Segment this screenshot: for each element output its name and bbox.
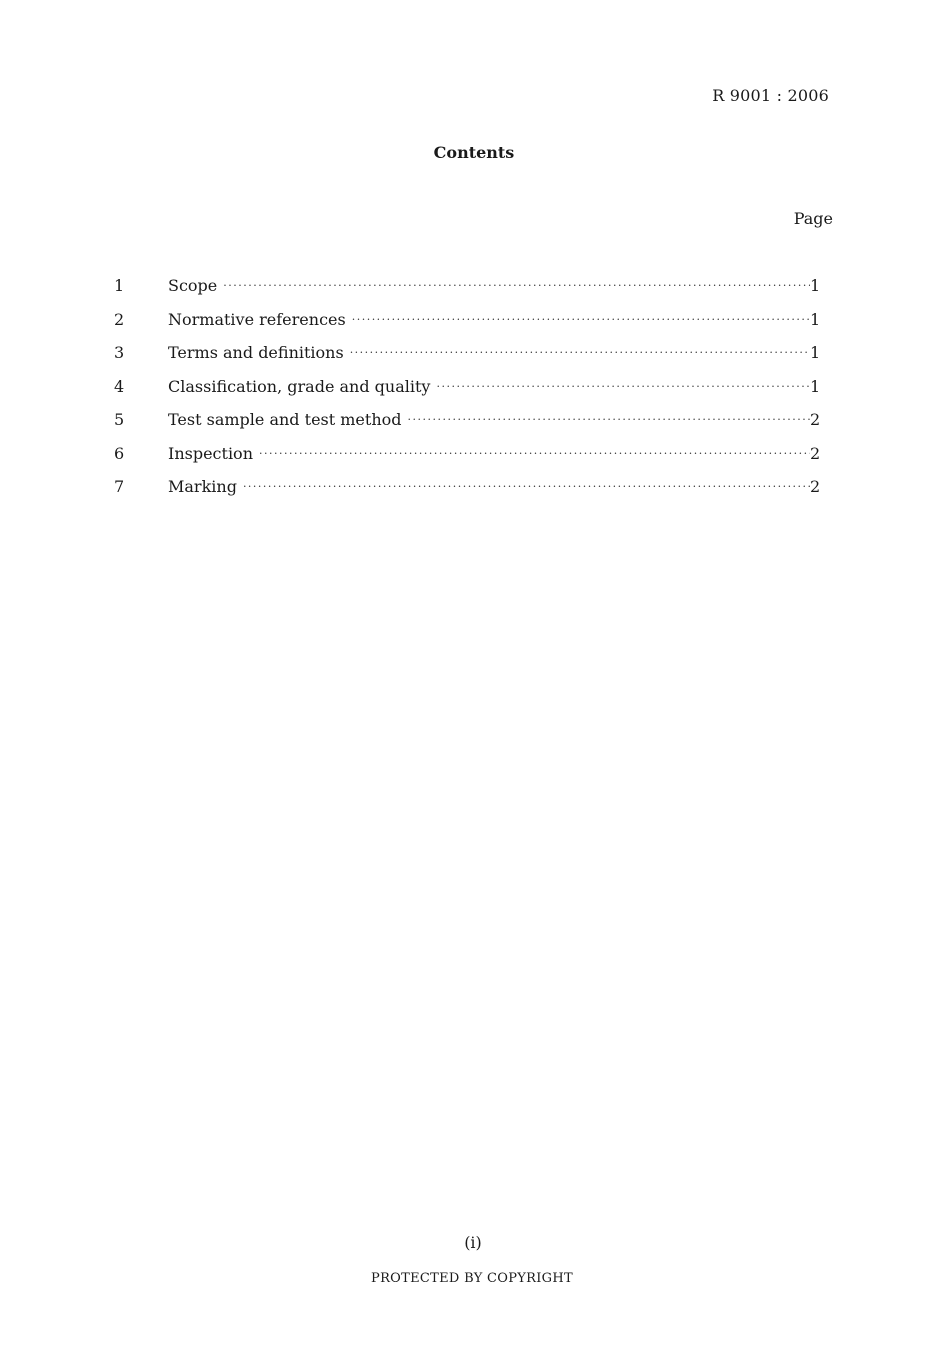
- contents-title: Contents: [433, 143, 515, 162]
- dot-leader: [243, 476, 810, 492]
- toc-entry-normative-references[interactable]: [114, 309, 820, 343]
- toc-entry-page: 1: [810, 276, 821, 295]
- copyright-notice: PROTECTED BY COPYRIGHT: [371, 1271, 573, 1286]
- page-column-label: Page: [793, 209, 833, 228]
- table-of-contents: [114, 275, 820, 510]
- toc-entry-test-sample[interactable]: [114, 409, 820, 443]
- toc-entry-title[interactable]: Test sample and test method: [168, 410, 402, 429]
- dot-leader: [408, 409, 810, 425]
- toc-entry-number: 4: [114, 376, 125, 396]
- toc-entry-number: 6: [114, 443, 125, 463]
- toc-entry-classification[interactable]: [114, 376, 820, 410]
- toc-entry-page: 2: [810, 443, 821, 463]
- toc-entry-title[interactable]: Scope: [168, 276, 218, 295]
- toc-entry-title[interactable]: Terms and definitions: [168, 343, 344, 362]
- toc-entry-marking[interactable]: [114, 476, 820, 510]
- toc-entry-page: 1: [810, 343, 821, 362]
- footer-page-number: (i): [464, 1233, 482, 1252]
- toc-entry-number: 1: [114, 276, 125, 295]
- dot-leader: [223, 275, 810, 291]
- toc-entry-number: 2: [114, 309, 125, 329]
- toc-entry-scope[interactable]: [114, 275, 820, 309]
- dot-leader: [350, 342, 810, 358]
- toc-entry-page: 2: [810, 477, 821, 496]
- toc-entry-number: 3: [114, 343, 125, 362]
- dot-leader: [259, 443, 810, 459]
- toc-entry-title[interactable]: Normative references: [168, 309, 346, 329]
- document-id: R 9001 : 2006: [712, 86, 829, 105]
- toc-entry-title[interactable]: Inspection: [168, 443, 253, 463]
- toc-entry-inspection[interactable]: [114, 443, 820, 477]
- dot-leader: [436, 376, 810, 392]
- toc-entry-number: 7: [114, 477, 125, 496]
- toc-entry-number: 5: [114, 410, 125, 429]
- toc-entry-terms-and-definitions[interactable]: [114, 342, 820, 376]
- toc-entry-title[interactable]: Classification, grade and quality: [168, 376, 431, 396]
- toc-entry-title[interactable]: Marking: [168, 477, 237, 496]
- toc-entry-page: 2: [810, 410, 821, 429]
- toc-entry-page: 1: [810, 376, 821, 396]
- toc-entry-page: 1: [810, 309, 821, 329]
- dot-leader: [352, 309, 810, 325]
